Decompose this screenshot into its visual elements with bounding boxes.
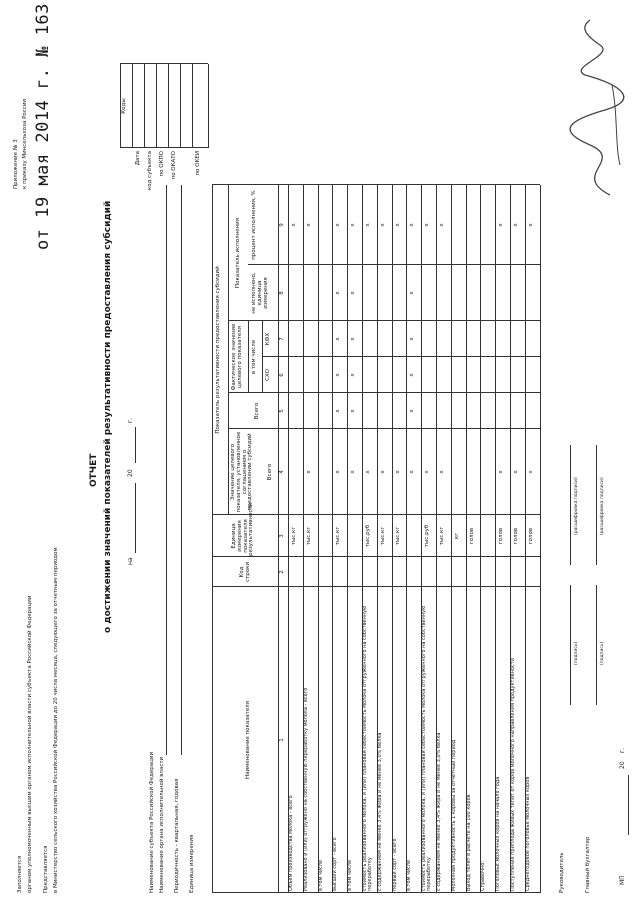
report-year-prefix: 20: [127, 469, 134, 477]
table-row-name: высший сорт - всего: [332, 837, 339, 891]
table-row-mark: х: [335, 373, 342, 377]
report-title: ОТЧЕТ: [89, 453, 99, 487]
table-row-name: Поступление приплода живых телят от коров молочного направления продуктивности: [510, 658, 516, 891]
table-row-name: в том числе: [347, 859, 354, 891]
column-number: 9: [279, 223, 285, 227]
table-row-mark: х: [424, 470, 431, 474]
table-row-mark: х: [379, 223, 386, 227]
table-row-mark: х: [350, 337, 357, 341]
table-row-name: в том числе: [406, 859, 413, 891]
col-name-header: Наименование показателя: [245, 701, 251, 779]
code-okei-label: по ОКЕИ: [195, 151, 201, 176]
target-total: Всего: [267, 463, 273, 481]
table-row-mark: х: [335, 409, 342, 413]
column-number: 5: [279, 409, 285, 413]
table-row-name: стоимость реализованного молока, и (или) плановая себестоимость молока отгруженного на собственную переработку: [421, 605, 433, 891]
accountant-decode-caption: (расшифровка подписи): [600, 477, 605, 535]
accountant-label: Главный бухгалтер: [585, 836, 591, 893]
date-year-suffix: г.: [619, 747, 626, 753]
head-decode-caption: (расшифровка подписи): [574, 477, 579, 535]
table-row-name: в том числе: [317, 859, 324, 891]
table-row-unit: голов: [527, 527, 534, 545]
table-row-mark: х: [350, 291, 357, 295]
submitted-label: Представляется: [43, 845, 49, 893]
table-row-unit: тыс.кг: [291, 526, 297, 546]
code-date-label: Дата: [135, 151, 141, 166]
table-row-name: Реализовано и (или) отгружено на собственную переработку молока - всего: [302, 687, 309, 891]
fact-incl: в том числе: [251, 339, 257, 375]
table-row-name: первый сорт - всего: [391, 838, 398, 891]
table-row-unit: тыс.кг: [335, 526, 342, 546]
table-row-mark: х: [379, 470, 386, 474]
table-row-unit: тыс.кг: [305, 526, 312, 546]
table-row-mark: х: [305, 223, 312, 227]
target-header: Значение целевого показателя, установленное соглашением о предоставлении субсидий: [230, 431, 254, 513]
annex-order: к приказу Минсельхоза России: [22, 99, 28, 189]
table-row-mark: х: [305, 470, 312, 474]
table-row-mark: х: [527, 223, 534, 227]
table-row-mark: х: [394, 223, 401, 227]
table-row-mark: х: [409, 291, 416, 295]
table-row-name: с содержанием не менее 3,4% жира и не менее 3,0% белка: [436, 732, 442, 891]
column-number: 4: [279, 470, 285, 474]
fact-sxo: СХО: [265, 369, 271, 381]
table-row-name: стоимость реализованного молока, и (или) плановая себестоимость молока отгруженного на собственную переработку: [362, 605, 374, 891]
head-sign-caption: (подпись): [574, 641, 579, 665]
table-row-name: Выход телят в расчете на 100 коров: [465, 794, 472, 891]
table-row-mark: х: [424, 223, 431, 227]
table-row-mark: х: [409, 470, 416, 474]
field-authority: Наименование органа исполнительной власти: [159, 756, 165, 893]
table-row-mark: х: [335, 291, 342, 295]
table-row-mark: х: [350, 373, 357, 377]
table-row-unit: голов: [498, 527, 505, 545]
col-code-header: Код строки: [239, 562, 251, 582]
table-row-name: Справочно:: [480, 861, 487, 891]
filled-by-label: Заполняется: [17, 855, 23, 893]
stamp-mp: МП: [619, 875, 626, 885]
column-number: 2: [279, 570, 285, 574]
table-row-mark: х: [527, 470, 534, 474]
column-number: 1: [279, 738, 285, 742]
table-row-unit: голов: [468, 527, 475, 545]
table-row-unit: кг: [453, 532, 460, 540]
table-row-mark: х: [409, 409, 416, 413]
code-subject-label: код субъекта: [147, 151, 153, 191]
table-row-unit: тыс.руб: [365, 524, 371, 548]
report-on-label: на: [127, 557, 134, 565]
code-okpo-label: по ОКПО: [159, 151, 165, 177]
table-row-name: Поголовье молочных коров на начало года: [495, 776, 502, 891]
table-row-mark: х: [409, 223, 416, 227]
table-row-mark: х: [335, 223, 342, 227]
table-row-name: Молочная продуктивность 1 коровы за отчетный период: [450, 739, 457, 891]
table-row-mark: х: [350, 470, 357, 474]
exec-unit: не исполнено, единица измерения: [251, 272, 269, 314]
table-row-name: Среднегодовое поголовье молочных коров: [524, 776, 531, 891]
table-row-mark: х: [365, 223, 371, 227]
annex-date: от 19 мая 2014 г. № 163: [33, 3, 53, 250]
table-row-mark: х: [350, 223, 357, 227]
handwritten-signature: [560, 15, 632, 205]
table-row-unit: тыс.кг: [379, 526, 386, 546]
table-row-mark: х: [335, 337, 342, 341]
fact-header: Фактическое значение целевого показателя: [231, 323, 243, 391]
table-row-name: Объем производства молока - всего: [288, 795, 294, 891]
group-header: Показатель результативности предоставления субсидий: [215, 266, 221, 434]
submitted-text: в Министерство сельского хозяйства Российской Федерации до 20 числа месяца, следующего за отчетным периодом: [53, 547, 59, 893]
col-unit-header: Единица измерения показателя результативности: [231, 502, 255, 556]
table-row-mark: х: [335, 470, 342, 474]
column-number: 3: [279, 534, 285, 538]
filled-by-text: органом уполномоченным высшим органом исполнительной власти субъекта Российской Федерации: [27, 595, 33, 893]
table-row-mark: х: [498, 223, 505, 227]
report-subtitle: о достижении значений показателей результативности предоставления субсидий: [103, 200, 113, 633]
table-row-mark: х: [409, 373, 416, 377]
head-label: Руководитель: [559, 852, 565, 893]
table-row-mark: х: [513, 223, 519, 227]
table-row-mark: х: [365, 470, 371, 474]
table-row-unit: тыс.кг: [394, 526, 401, 546]
date-year-prefix: 20: [619, 761, 626, 769]
table-row-mark: х: [439, 223, 445, 227]
fact-total: Всего: [254, 402, 260, 420]
annex-number: Приложение № 3: [13, 139, 19, 189]
exec-pct: процент исполнения, %: [251, 190, 257, 260]
exec-header: Показатель исполнения: [235, 217, 241, 289]
fact-kfh: КФХ: [265, 332, 271, 346]
table-row-mark: х: [394, 470, 401, 474]
table-row-mark: х: [350, 409, 357, 413]
field-subject: Наименование субъекта Российской Федерации: [149, 751, 155, 893]
accountant-sign-caption: (подпись): [600, 641, 605, 665]
table-row-mark: х: [409, 337, 416, 341]
field-unit: Единица измерения: [189, 834, 195, 893]
table-row-mark: х: [291, 223, 297, 227]
table-row-unit: тыс.кг: [439, 526, 445, 546]
table-row-mark: х: [498, 470, 505, 474]
codes-header: Коды: [121, 98, 127, 114]
code-okato-label: по ОКАТО: [171, 151, 177, 180]
table-row-name: с содержанием не менее 3,4% жира и не менее 3,0% белка: [376, 732, 383, 891]
table-row-unit: голов: [513, 527, 519, 545]
table-row-mark: х: [439, 470, 445, 474]
field-period: Периодичность - квартальная, годовая: [174, 778, 180, 893]
column-number: 8: [279, 291, 285, 295]
table-row-unit: тыс.руб: [424, 524, 431, 548]
column-number: 6: [279, 373, 285, 377]
table-row-mark: х: [513, 470, 519, 474]
report-year-suffix: г.: [127, 417, 134, 423]
column-number: 7: [279, 337, 285, 341]
